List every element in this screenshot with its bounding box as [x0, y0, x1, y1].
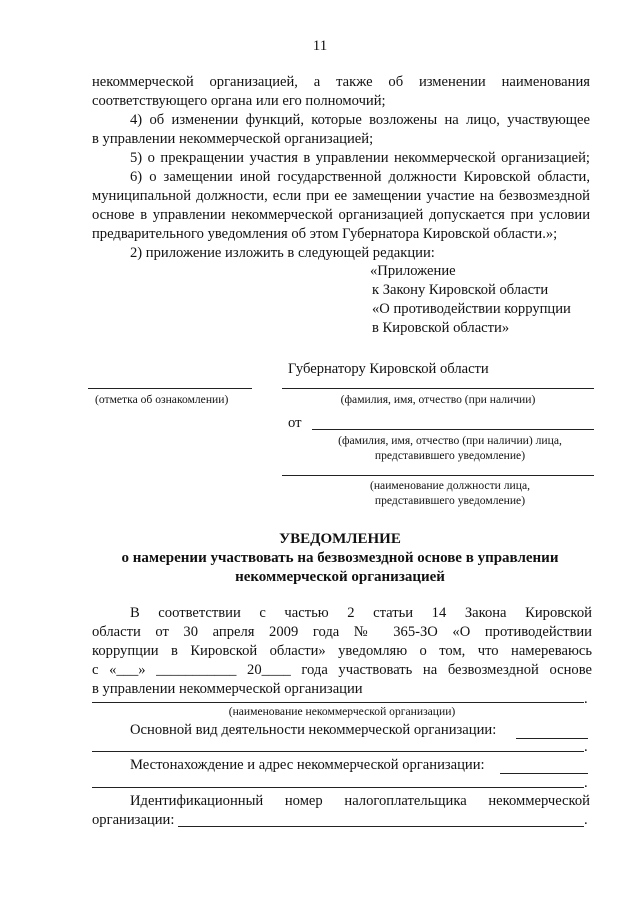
appendix-line-4: в Кировской области» — [372, 320, 510, 336]
fio-caption: (фамилия, имя, отчество (при наличии) — [340, 393, 536, 406]
intro-line-3: 4) об изменении функций, которые возложены на лицо, участвующее — [130, 112, 590, 128]
org-name-line[interactable] — [92, 702, 584, 703]
page-number: 11 — [312, 38, 328, 54]
notice-subtitle-2: некоммерческой организацией — [235, 569, 445, 585]
intro-line-1: некоммерческой организацией, а также об изменении наименования — [92, 74, 590, 90]
intro-line-8: основе в управлении некоммерческой организацией допускается при условии — [92, 207, 590, 223]
inn-label: Идентификационный номер налогоплательщика некоммерческой — [130, 793, 590, 809]
appendix-line-3: «О противодействии коррупции — [372, 301, 571, 317]
appendix-line-1: «Приложение — [370, 263, 456, 279]
fio-submitter-caption-1: (фамилия, имя, отчество (при наличии) лица, — [338, 434, 562, 447]
intro-line-6: 6) о замещении иной государственной должности Кировской области, — [130, 169, 590, 185]
inn-period: . — [584, 812, 588, 828]
intro-line-2: соответствующего органа или его полномочий; — [92, 93, 386, 109]
intro-line-4: в управлении некоммерческой организацией; — [92, 131, 374, 147]
position-caption-1: (наименование должности лица, — [369, 479, 530, 492]
familiarization-line[interactable] — [88, 388, 252, 389]
from-fio-line[interactable] — [312, 429, 594, 430]
activity-field-line-2[interactable] — [92, 751, 584, 752]
addressee: Губернатору Кировской области — [288, 361, 489, 377]
position-line[interactable] — [282, 475, 594, 476]
notice-subtitle-1: о намерении участвовать на безвозмездной основе в управлении — [121, 550, 559, 566]
address-period: . — [584, 775, 588, 791]
fio-line[interactable] — [282, 388, 594, 389]
org-name-caption: (наименование некоммерческой организации) — [228, 705, 456, 718]
org-name-period: . — [584, 691, 588, 707]
intro-line-5: 5) о прекращении участия в управлении некоммерческой организацией; — [130, 150, 590, 166]
activity-label: Основной вид деятельности некоммерческой организации: — [130, 722, 497, 738]
body-line-5: в управлении некоммерческой организации — [92, 681, 363, 697]
intro-line-7: муниципальной должности, если при ее замещении участие на безвозмездной — [92, 188, 590, 204]
body-line-2: области от 30 апреля 2009 года № 365-ЗО «О противодействии — [92, 624, 592, 640]
address-field-line-2[interactable] — [92, 787, 584, 788]
fio-submitter-caption-2: представившего уведомление) — [374, 449, 526, 462]
inn-field[interactable] — [178, 826, 584, 827]
inn-label-2: организации: — [92, 812, 175, 828]
from-label: от — [288, 415, 302, 431]
activity-field[interactable] — [516, 738, 588, 739]
body-line-4[interactable]: с «___» ___________ 20____ года участвовать на безвозмездной основе — [92, 662, 592, 678]
body-line-1: В соответствии с частью 2 статьи 14 Закона Кировской — [130, 605, 592, 621]
address-label: Местонахождение и адрес некоммерческой организации: — [130, 757, 485, 773]
address-field[interactable] — [500, 773, 588, 774]
familiarization-caption: (отметка об ознакомлении) — [95, 393, 229, 406]
body-line-3: коррупции в Кировской области» уведомляю о том, что намереваюсь — [92, 643, 592, 659]
intro-line-10: 2) приложение изложить в следующей редакции: — [130, 245, 435, 261]
activity-period: . — [584, 739, 588, 755]
appendix-line-2: к Закону Кировской области — [372, 282, 549, 298]
intro-line-9: предварительного уведомления об этом Губернатора Кировской области.»; — [92, 226, 558, 242]
notice-title: УВЕДОМЛЕНИЕ — [279, 531, 401, 547]
position-caption-2: представившего уведомление) — [374, 494, 526, 507]
